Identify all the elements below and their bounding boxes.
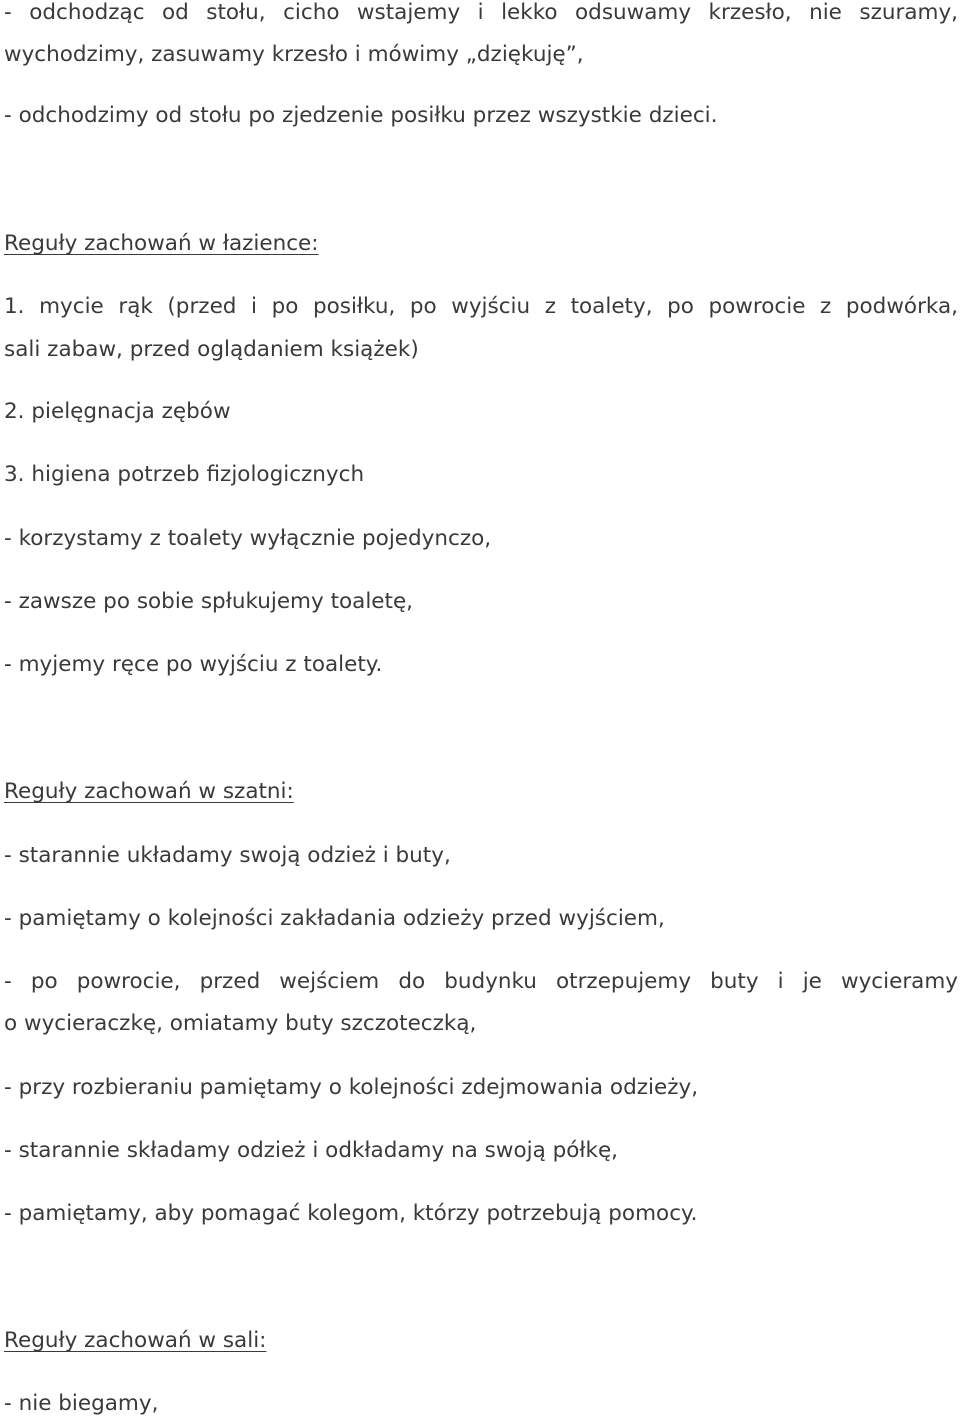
text-line: - przy rozbieraniu pamiętamy o kolejności zdejmowania odzieży,: [4, 1075, 699, 1100]
text-line: sali zabaw, przed oglądaniem książek): [4, 337, 419, 362]
section-heading-szatnia: Reguły zachowań w szatni:: [4, 779, 294, 804]
text-line: 2. pielęgnacja zębów: [4, 399, 231, 424]
text-line: - zawsze po sobie spłukujemy toaletę,: [4, 589, 414, 614]
text-line: - pamiętamy o kolejności zakładania odzieży przed wyjściem,: [4, 906, 665, 931]
text-line: - odchodząc od stołu, cicho wstajemy i lekko odsuwamy krzesło, nie szuramy,: [4, 0, 958, 25]
text-line: - po powrocie, przed wejściem do budynku otrzepujemy buty i je wycieramy: [4, 969, 958, 994]
text-line: - korzystamy z toalety wyłącznie pojedynczo,: [4, 526, 492, 551]
text-line: - starannie składamy odzież i odkładamy na swoją półkę,: [4, 1138, 619, 1163]
section-heading-sala: Reguły zachowań w sali:: [4, 1328, 267, 1353]
text-line: 3. higiena potrzeb fizjologicznych: [4, 462, 365, 487]
text-line: - myjemy ręce po wyjściu z toalety.: [4, 652, 383, 677]
text-line: 1. mycie rąk (przed i po posiłku, po wyjściu z toalety, po powrocie z podwórka,: [4, 294, 958, 319]
text-line: - odchodzimy od stołu po zjedzenie posiłku przez wszystkie dzieci.: [4, 103, 718, 128]
text-line: - nie biegamy,: [4, 1391, 159, 1416]
text-line: o wycieraczkę, omiatamy buty szczoteczką,: [4, 1011, 477, 1036]
text-line: - starannie układamy swoją odzież i buty,: [4, 843, 451, 868]
text-line: wychodzimy, zasuwamy krzesło i mówimy „dziękuję”,: [4, 42, 584, 67]
text-line: - pamiętamy, aby pomagać kolegom, którzy potrzebują pomocy.: [4, 1201, 698, 1226]
section-heading-lazienka: Reguły zachowań w łazience:: [4, 231, 319, 256]
